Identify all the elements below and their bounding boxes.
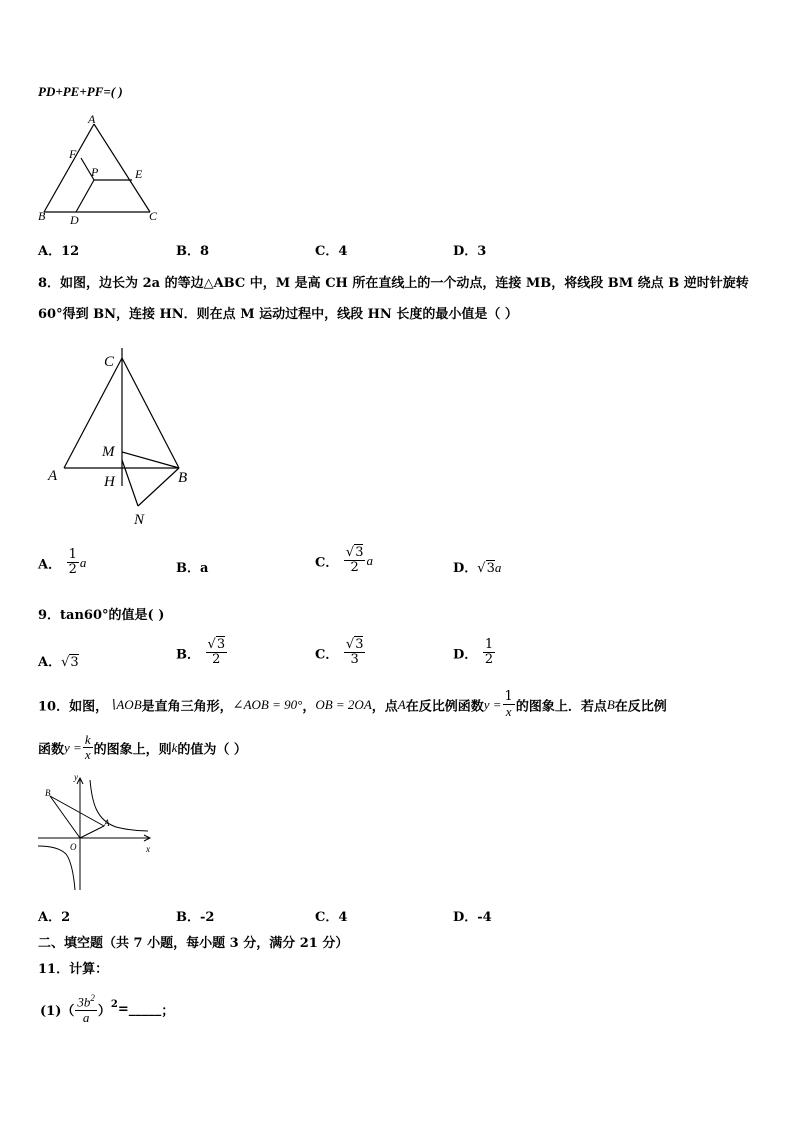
- q7-option-b[interactable]: B．8: [176, 244, 210, 259]
- q10-label-b: B: [45, 788, 51, 798]
- q10-stem-line2: 函数y = $\frac{k}{x}$ 的图象上，则k的值为（ ）: [38, 732, 247, 763]
- q7-label-e: E: [135, 167, 143, 181]
- q8-option-c[interactable]: C． $\frac{√3}{2}$ a: [315, 545, 373, 576]
- q8-stem-line2: 60°得到 BN，连接 HN．则在点 M 运动过程中，线段 HN 长度的最小值是（ ）: [38, 307, 518, 322]
- q8-label-m: M: [102, 444, 115, 460]
- q7-label-a: A: [88, 112, 96, 126]
- section-heading-fill-in: 二、填空题（共 7 小题，每小题 3 分，满分 21 分）: [38, 936, 349, 951]
- q8-label-h: H: [104, 474, 115, 490]
- q8-label-n: N: [134, 512, 145, 528]
- q9-option-c[interactable]: C． $\frac{√3}{3}$: [315, 637, 364, 668]
- q8-option-a[interactable]: A． $\frac{1}{2}$ a: [38, 547, 87, 578]
- q11-answer-blank[interactable]: _____: [128, 1001, 162, 1017]
- q7-label-b: B: [38, 209, 46, 223]
- q8-option-b[interactable]: B．a: [176, 561, 209, 576]
- q11-part1: (1)（ $\frac{3b^2}{a}$ ）$^2$=_____；: [40, 993, 175, 1025]
- q8-label-c: C: [104, 354, 115, 370]
- q10-option-c[interactable]: C．4: [315, 910, 348, 925]
- q10-stem-line1: 10．如图，∖AOB是直角三角形，∠AOB = 90°，OB = 2OA，点A在反比例函数y = $\frac{1}{x}$ 的图象上．若点B在反比例: [38, 689, 667, 720]
- q9-option-a[interactable]: A．√3: [38, 655, 79, 670]
- q10-option-b[interactable]: B．-2: [176, 910, 215, 925]
- q8-label-b: B: [178, 470, 188, 486]
- q7-triangle-figure: [36, 112, 166, 228]
- q10-label-a: A: [104, 818, 110, 828]
- q10-option-a[interactable]: A．2: [38, 910, 71, 925]
- q11-stem: 11．计算：: [38, 962, 109, 977]
- q8-stem-line1: 8．如图，边长为 2a 的等边△ABC 中，M 是高 CH 所在直线上的一个动点，连接 MB，将线段 BM 绕点 B 逆时针旋转: [38, 276, 749, 291]
- q10-hyperbola-figure: [36, 772, 156, 894]
- q8-label-a: A: [48, 468, 58, 484]
- q8-option-a-fraction: $\frac{1}{2}$: [68, 547, 77, 578]
- q10-label-o: O: [70, 842, 77, 852]
- q7-label-d: D: [70, 213, 79, 227]
- q9-option-b-fraction: $\frac{√3}{2}$: [207, 637, 226, 668]
- q9-stem: 9．tan60°的值是( ): [38, 608, 165, 623]
- q10-option-d[interactable]: D．-4: [453, 910, 492, 925]
- q7-option-c[interactable]: C．4: [315, 244, 348, 259]
- q8-option-c-fraction: $\frac{√3}{2}$: [345, 545, 364, 576]
- q9-option-b[interactable]: B． $\frac{√3}{2}$: [176, 637, 226, 668]
- q7-option-a[interactable]: A．12: [38, 244, 80, 259]
- q7-option-d[interactable]: D．3: [453, 244, 487, 259]
- q7-stem-tail: PD+PE+PF=( ): [38, 84, 123, 99]
- q7-label-f: F: [69, 147, 77, 161]
- q9-option-c-fraction: $\frac{√3}{3}$: [345, 637, 364, 668]
- q7-label-p: P: [91, 165, 99, 179]
- q8-option-d[interactable]: D．√3a: [453, 560, 502, 576]
- q9-option-d[interactable]: D． $\frac{1}{2}$: [453, 637, 494, 668]
- q9-option-d-fraction: $\frac{1}{2}$: [484, 637, 494, 668]
- q10-label-x: x: [146, 844, 150, 854]
- q7-label-c: C: [149, 209, 158, 223]
- q11-fraction: $\frac{3b^2}{a}$: [77, 993, 95, 1025]
- q8-triangle-figure: [44, 348, 204, 530]
- q10-label-y: y: [74, 772, 78, 782]
